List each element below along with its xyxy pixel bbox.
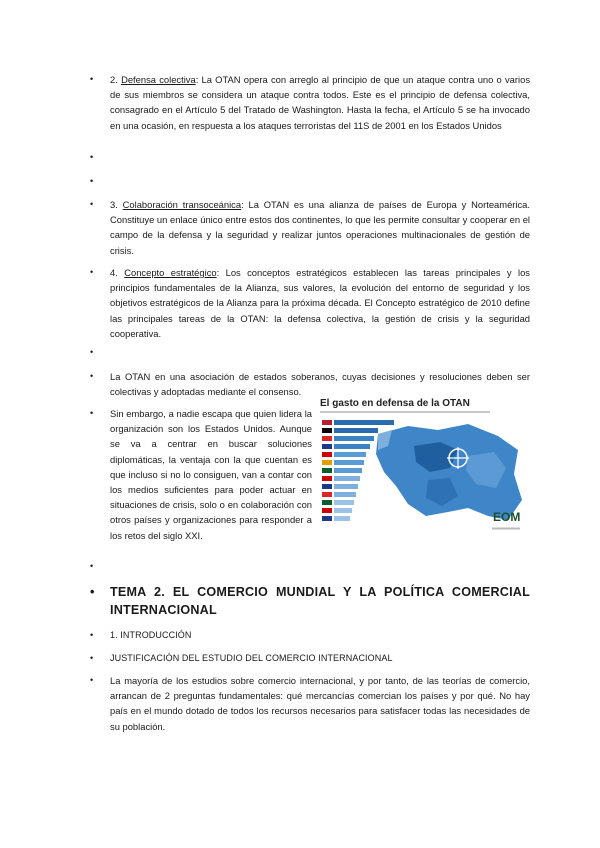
bullet-icon: • (90, 199, 94, 209)
item-number: 4. (110, 267, 118, 278)
item-number: 3. (110, 199, 118, 210)
paragraph-otan: • La OTAN en una asociación de estados soberanos, cuyas decisiones y resoluciones deben ser colectivas y adoptadas mediante el consenso. (90, 371, 530, 398)
figure-title: El gasto en defensa de la OTAN (320, 398, 470, 409)
item-term: Defensa colectiva (121, 74, 196, 85)
bullet-icon: • (90, 585, 95, 599)
list-item-defensa-colectiva (90, 72, 530, 133)
empty-bullet: • (90, 561, 94, 571)
eom-logo: EOM (493, 510, 521, 524)
bullet-icon: • (90, 74, 94, 84)
paragraph-sin-embargo: • Sin embargo, a nadie escapa que quien lidera la organización son los Estados Unidos. Aunque se va a centrar en buscar soluciones diplomáticas, la ventaja con la que cuentan es que incluso si no lo consiguen, van a contar con los medios suficientes para poder actuar en situaciones de crisis, solo o en colaboración con otros países y organizaciones para responder a los retos del siglo XXI. (90, 408, 312, 541)
tema-heading: • TEMA 2. EL COMERCIO MUNDIAL Y LA POLÍTICA COMERCIAL INTERNACIONAL (90, 585, 530, 617)
bullet-icon: • (90, 675, 94, 685)
paragraph-mayoria: • La mayoría de los estudios sobre comercio internacional, y por tanto, de las teorías de comercio, arrancan de 2 preguntas fundamentales: qué mercancías comercian los países y por qué. No hay país en el mundo dotado de todos los recursos necesarios para satisfacer todas las necesidades de su población. (90, 675, 530, 732)
item-term: Colaboración transoceánica (122, 199, 242, 210)
bullet-icon: • (90, 267, 94, 277)
bullet-icon: • (90, 371, 94, 381)
defense-spending-figure (318, 398, 528, 540)
section-introduccion: • 1. INTRODUCCIÓN (90, 628, 530, 643)
item-term: Concepto estratégico (124, 267, 217, 278)
item-number: 2. (110, 74, 118, 85)
bullet-icon: • (90, 630, 94, 640)
empty-bullet: • (90, 176, 94, 186)
europe-map-shape (376, 424, 522, 520)
bullet-icon: • (90, 653, 94, 663)
list-item-colaboracion-transoceanica (90, 197, 530, 258)
item-body: : Los conceptos estratégicos establecen las tareas principales y los principios fundamentales de la Alianza, sus valores, la evolución del entorno de seguridad y los objetivos estratégicos de la Alianza para la próxima década. El Concepto estratégico de 2010 define las principales tareas de la OTAN: la defensa colectiva, la gestión de crisis y la seguridad cooperativa. (110, 267, 530, 339)
logo-subtitle-illegible (492, 527, 520, 531)
bullet-icon: • (90, 408, 94, 418)
item-body: : La OTAN es una alianza de países de Europa y Norteamérica. Constituye un enlace único entre estos dos continentes, lo que les permite consultar y cooperar en el campo de la defensa y la seguridad y realizar juntos operaciones multinacionales de gestión de crisis. (110, 199, 530, 256)
section-justificacion: • JUSTIFICACIÓN DEL ESTUDIO DEL COMERCIO INTERNACIONAL (90, 651, 530, 666)
figure-subtitle-illegible (320, 410, 490, 415)
list-item-concepto-estrategico (90, 265, 530, 341)
item-body: : La OTAN opera con arreglo al principio de que un ataque contra uno o varios de sus miembros se considera un ataque contra todos. Este es el principio de defensa colectiva, consagrado en el Artículo 5 del Tratado de Washington. Hasta la fecha, el Artículo 5 se ha invocado en una ocasión, en respuesta a los ataques terroristas del 11S de 2001 en los Estados Unidos (110, 74, 531, 131)
empty-bullet: • (90, 347, 94, 357)
empty-bullet: • (90, 152, 94, 162)
